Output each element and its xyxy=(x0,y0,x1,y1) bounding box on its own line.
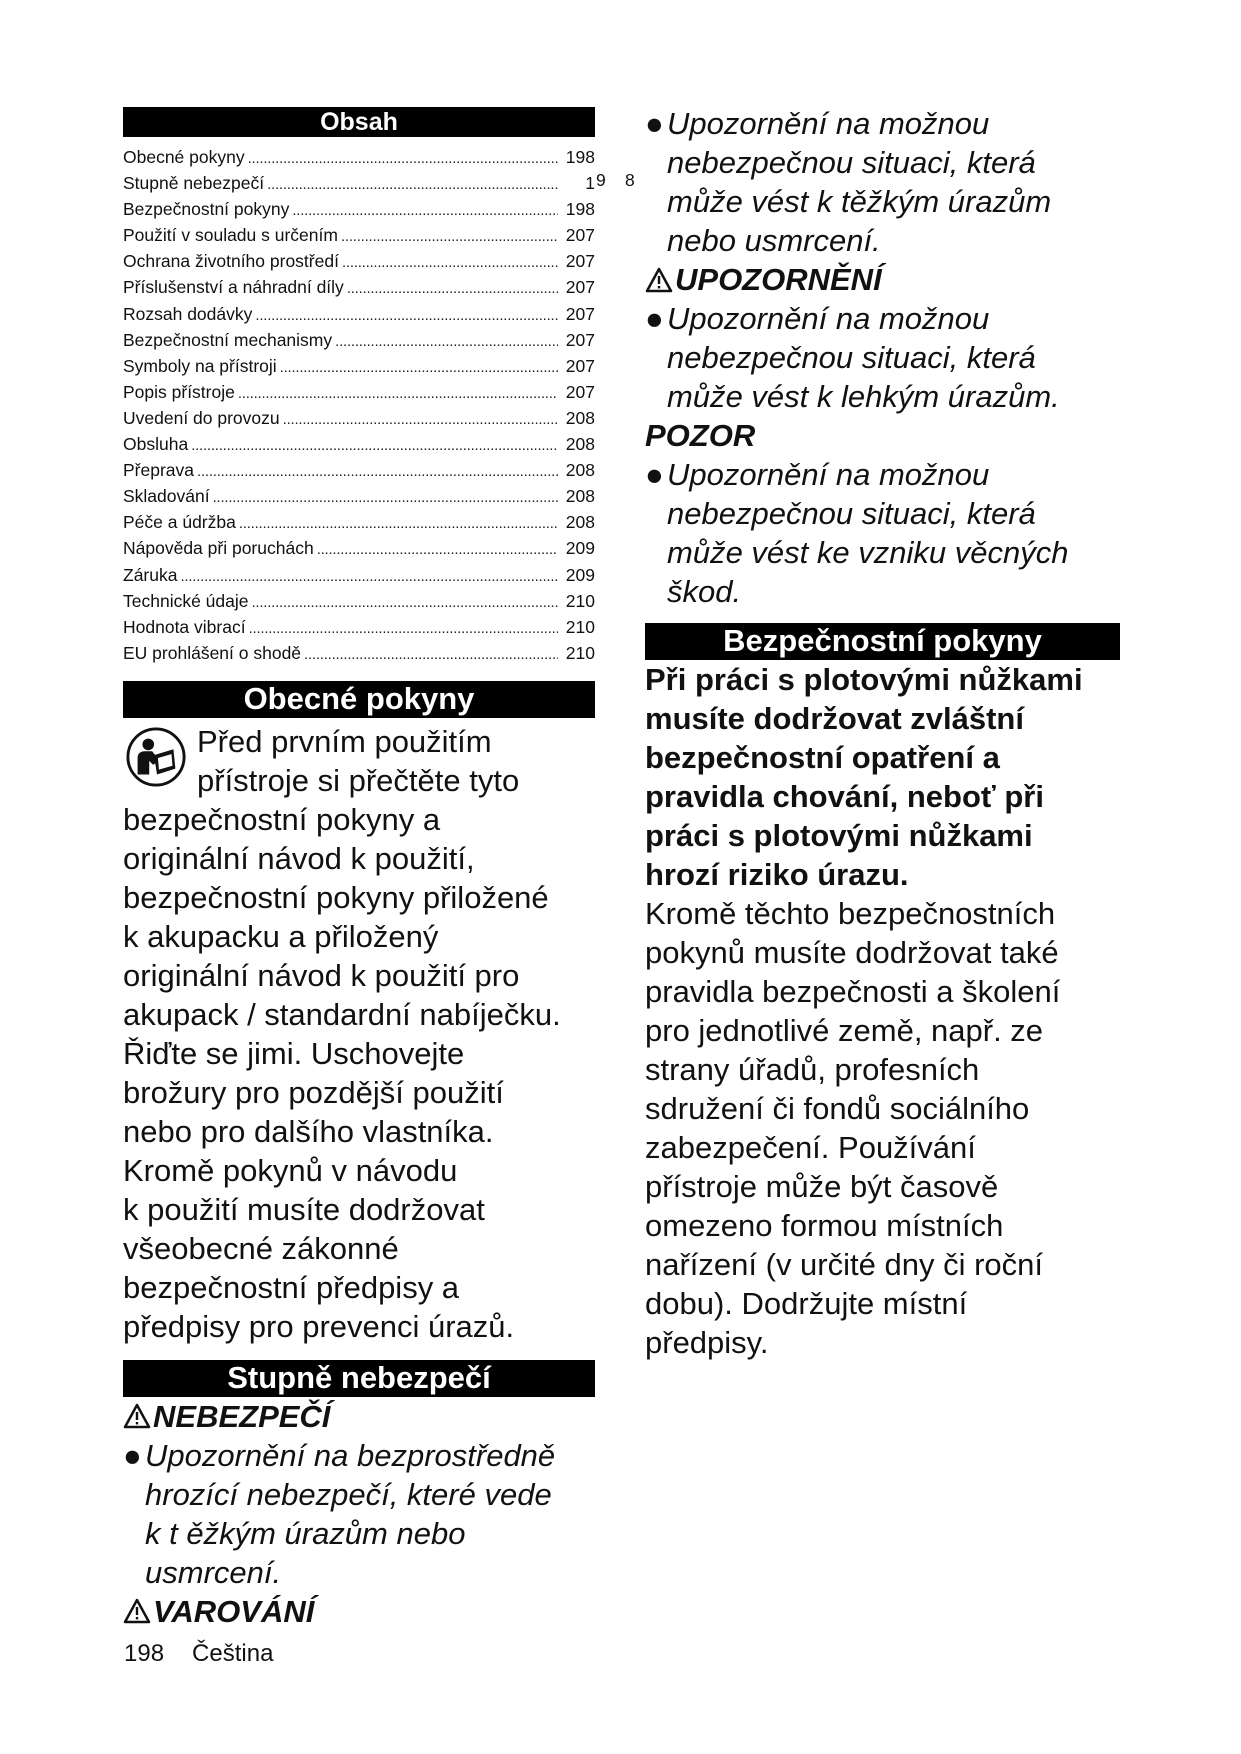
toc-entry xyxy=(123,615,595,641)
toc-leader-dots xyxy=(347,275,558,301)
text-line: bezpečnostní pokyny a xyxy=(123,801,441,837)
caution-label: UPOZORNĚNÍ xyxy=(645,260,1120,299)
toc-leader-dots xyxy=(292,197,558,223)
toc-entry xyxy=(123,510,595,536)
toc-leader-dots xyxy=(341,223,558,249)
text-line: nebo pro dalšího vlastníka. xyxy=(123,1113,494,1149)
toc-leader-dots xyxy=(238,380,558,406)
text-line: Při práci s plotovými nůžkami xyxy=(645,662,1083,697)
toc-entry-page: 207 xyxy=(565,381,595,402)
toc-entry-title: Příslušenství a náhradní díly xyxy=(123,277,344,298)
toc-entry-title: Uvedení do provozu xyxy=(123,407,280,428)
toc-entry-title: Použití v souladu s určením xyxy=(123,225,338,246)
left-column xyxy=(123,107,595,1631)
toc-entry xyxy=(123,380,595,406)
toc-entry-page: 208 xyxy=(565,460,595,481)
toc-entry-page: 1 xyxy=(585,173,595,194)
text-line: k akupacku a přiložený xyxy=(123,918,439,954)
warning-triangle-icon xyxy=(123,1598,151,1624)
toc-entry-page: 210 xyxy=(565,616,595,637)
toc-leader-dots xyxy=(197,458,558,484)
text-line: pokynů musíte dodržovat také xyxy=(645,935,1059,970)
toc-entry-title: Ochrana životního prostředí xyxy=(123,251,339,272)
toc-entry-title: Záruka xyxy=(123,564,178,585)
general-heading: Obecné pokyny xyxy=(123,681,595,718)
text-line: zabezpečení. Používání xyxy=(645,1130,976,1165)
toc-leader-dots xyxy=(267,171,558,197)
toc-entry-title: Péče a údržba xyxy=(123,512,236,533)
toc-entry-title: Stupně nebezpečí xyxy=(123,173,265,194)
toc-entry-page: 209 xyxy=(565,538,595,559)
toc-entry-page: 207 xyxy=(565,251,595,272)
text-line: Upozornění na možnou xyxy=(667,301,990,336)
toc-entry-page: 207 xyxy=(565,277,595,298)
text-line: všeobecné zákonné xyxy=(123,1230,399,1266)
caution-description: ● Upozornění na možnou nebezpečnou situaci, která může vést k lehkým úrazům. xyxy=(645,299,1120,416)
toc-leader-dots xyxy=(335,328,558,354)
toc-entry-title: Přeprava xyxy=(123,460,195,481)
general-instructions xyxy=(123,722,595,1346)
toc-page-fragment: 8 xyxy=(625,170,635,190)
text-line: brožury pro pozdější použití xyxy=(123,1074,504,1110)
toc-entry-page: 207 xyxy=(565,329,595,350)
toc-entry-title: Rozsah dodávky xyxy=(123,303,253,324)
toc-entry-title: Nápověda při poruchách xyxy=(123,538,314,559)
text-line: akupack / standardní nabíječku. xyxy=(123,996,561,1032)
text-line: usmrcení. xyxy=(145,1554,282,1590)
text-line: pravidla chování, neboť při xyxy=(645,779,1044,814)
text-line: nebo usmrcení. xyxy=(667,223,881,258)
text-line: Upozornění na možnou xyxy=(667,106,990,141)
text-line: bezpečnostní pokyny přiložené xyxy=(123,879,549,915)
toc-entry xyxy=(123,589,595,615)
text-line: pravidla bezpečnosti a školení xyxy=(645,974,1061,1009)
toc-entry-title: Bezpečnostní mechanismy xyxy=(123,329,333,350)
toc-leader-dots xyxy=(180,563,558,589)
toc-entry xyxy=(123,406,595,432)
text-line: Řiďte se jimi. Uschovejte xyxy=(123,1035,465,1071)
toc-leader-dots xyxy=(283,406,558,432)
toc-leader-dots xyxy=(252,589,559,615)
toc-entry-page: 210 xyxy=(565,642,595,663)
toc-entry xyxy=(123,328,595,354)
toc-entry xyxy=(123,145,595,171)
text-line: hrozící nebezpečí, které vede xyxy=(145,1476,552,1512)
notice-description: ● Upozornění na možnou nebezpečnou situaci, která může vést ke vzniku věcných škod. xyxy=(645,455,1120,611)
text-line: škod. xyxy=(667,574,742,609)
toc-page-fragment: 9 xyxy=(596,170,606,190)
text-line: hrozí riziko úrazu. xyxy=(645,857,909,892)
toc-leader-dots xyxy=(280,354,558,380)
toc-entry-title: Obsluha xyxy=(123,434,189,455)
toc-entry-page: 208 xyxy=(565,407,595,428)
table-of-contents xyxy=(123,145,595,667)
toc-leader-dots xyxy=(317,536,558,562)
warning-description: ● Upozornění na možnou nebezpečnou situaci, která může vést k těžkým úrazům nebo usmrcení. xyxy=(645,104,1120,260)
toc-entry xyxy=(123,458,595,484)
toc-entry-page: 209 xyxy=(565,564,595,585)
toc-entry-page: 207 xyxy=(565,303,595,324)
danger-description: ● Upozornění na bezprostředně hrozící nebezpečí, které vede k t ěžkým úrazům nebo usmrcení. xyxy=(123,1436,595,1592)
page-number: 198 xyxy=(124,1640,165,1667)
text-line: nebezpečnou situaci, která xyxy=(667,340,1036,375)
danger-label: NEBEZPEČÍ xyxy=(123,1397,595,1436)
toc-entry xyxy=(123,275,595,301)
toc-entry-title: Technické údaje xyxy=(123,590,249,611)
toc-entry-page: 210 xyxy=(565,590,595,611)
toc-entry xyxy=(123,197,595,223)
toc-entry-page: 208 xyxy=(565,434,595,455)
toc-entry xyxy=(123,223,595,249)
warning-label: VAROVÁNÍ xyxy=(123,1592,595,1631)
toc-entry xyxy=(123,249,595,275)
toc-entry-page: 198 xyxy=(565,199,595,220)
text-line: pro jednotlivé země, např. ze xyxy=(645,1013,1044,1048)
text-line: Upozornění na možnou xyxy=(667,457,990,492)
toc-entry-title: Symboly na přístroji xyxy=(123,355,277,376)
toc-entry xyxy=(123,354,595,380)
toc-leader-dots xyxy=(191,432,558,458)
toc-leader-dots xyxy=(255,302,558,328)
toc-entry-title: Hodnota vibrací xyxy=(123,616,246,637)
text-line: strany úřadů, profesních xyxy=(645,1052,980,1087)
text-line: bezpečnostní předpisy a xyxy=(123,1269,460,1305)
toc-entry xyxy=(123,432,595,458)
toc-leader-dots xyxy=(213,484,558,510)
toc-entry-page: 208 xyxy=(565,512,595,533)
warning-triangle-icon xyxy=(123,1403,151,1429)
toc-entry-title: Skladování xyxy=(123,486,210,507)
text-line: nebezpečnou situaci, která xyxy=(667,496,1036,531)
toc-leader-dots xyxy=(342,249,558,275)
toc-entry-page: 207 xyxy=(565,355,595,376)
text-line: dobu). Dodržujte místní xyxy=(645,1286,968,1321)
toc-entry xyxy=(123,563,595,589)
warning-triangle-icon xyxy=(645,267,673,293)
text-line: práci s plotovými nůžkami xyxy=(645,818,1033,853)
safety-heading: Bezpečnostní pokyny xyxy=(645,623,1120,660)
text-line: omezeno formou místních xyxy=(645,1208,1004,1243)
contents-heading: Obsah xyxy=(123,107,595,137)
toc-entry-page: 207 xyxy=(565,225,595,246)
text-line: může vést k těžkým úrazům xyxy=(667,184,1052,219)
text-line: předpisy pro prevenci úrazů. xyxy=(123,1308,515,1344)
toc-entry-page: 198 xyxy=(565,147,595,167)
toc-leader-dots xyxy=(249,615,558,641)
toc-entry-title: Bezpečnostní pokyny xyxy=(123,199,290,220)
text-line: nebezpečnou situaci, která xyxy=(667,145,1036,180)
toc-entry-title: Obecné pokyny xyxy=(123,147,245,167)
text-line: musíte dodržovat zvláštní xyxy=(645,701,1024,736)
toc-entry xyxy=(123,536,595,562)
text-line: může vést k lehkým úrazům. xyxy=(667,379,1060,414)
page-footer xyxy=(124,1640,273,1668)
right-column xyxy=(645,104,1120,1362)
text-line: originální návod k použití, xyxy=(123,840,475,876)
toc-leader-dots xyxy=(239,510,558,536)
text-line: k t ěžkým úrazům nebo xyxy=(145,1515,466,1551)
text-line: Kromě těchto bezpečnostních xyxy=(645,896,1056,931)
safety-bold-intro xyxy=(645,660,1120,894)
text-line: přístroje může být časově xyxy=(645,1169,999,1204)
text-line: Kromě pokynů v návodu xyxy=(123,1152,458,1188)
notice-label: POZOR xyxy=(645,418,756,453)
text-line: bezpečnostní opatření a xyxy=(645,740,1000,775)
text-line: sdružení či fondů sociálního xyxy=(645,1091,1030,1126)
toc-leader-dots xyxy=(304,641,558,667)
text-line: předpisy. xyxy=(645,1325,769,1360)
toc-entry xyxy=(123,302,595,328)
text-line: Upozornění na bezprostředně xyxy=(145,1437,556,1473)
safety-body xyxy=(645,894,1120,1362)
text-line: nařízení (v určité dny či roční xyxy=(645,1247,1043,1282)
text-line: Před prvním použitím xyxy=(197,723,492,759)
read-manual-icon xyxy=(125,726,187,788)
text-line: může vést ke vzniku věcných xyxy=(667,535,1069,570)
text-line: přístroje si přečtěte tyto xyxy=(197,762,520,798)
text-line: k použití musíte dodržovat xyxy=(123,1191,485,1227)
toc-entry-title: Popis přístroje xyxy=(123,381,235,402)
toc-entry-title: EU prohlášení o shodě xyxy=(123,642,302,663)
toc-entry xyxy=(123,641,595,667)
toc-entry-page: 208 xyxy=(565,486,595,507)
hazard-heading: Stupně nebezpečí xyxy=(123,1360,595,1397)
toc-entry xyxy=(123,484,595,510)
footer-language: Čeština xyxy=(192,1640,274,1667)
toc-leader-dots xyxy=(248,145,558,171)
text-line: originální návod k použití pro xyxy=(123,957,520,993)
toc-entry xyxy=(123,171,595,197)
